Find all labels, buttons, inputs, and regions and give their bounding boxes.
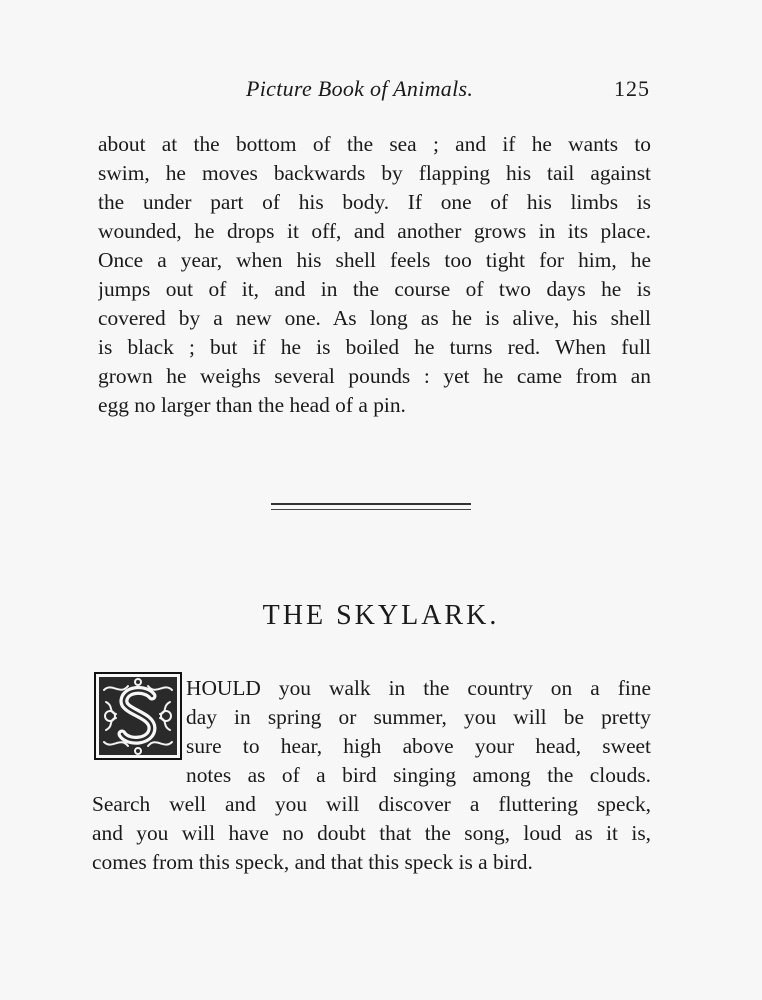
text-line: sure to hear, high above your head, sweet	[186, 734, 651, 758]
page-header	[0, 76, 762, 106]
text-line: Once a year, when his shell feels too tight for him, he	[98, 248, 651, 272]
text-line: and you will have no doubt that the song, loud as it is,	[92, 821, 651, 845]
decorated-initial-letter	[94, 672, 182, 760]
body-paragraph-skylark-continued	[92, 790, 651, 877]
text-line: wounded, he drops it off, and another grows in its place.	[98, 219, 651, 243]
text-line: jumps out of it, and in the course of two days he is	[98, 277, 651, 301]
body-paragraph-lobster	[98, 130, 651, 420]
body-paragraph-skylark-indented	[186, 674, 651, 790]
section-divider-top	[271, 503, 471, 505]
text-line: about at the bottom of the sea ; and if he wants to	[98, 132, 651, 156]
text-line: day in spring or summer, you will be pretty	[186, 705, 651, 729]
text-line: covered by a new one. As long as he is alive, his shell	[98, 306, 651, 330]
text-line: is black ; but if he is boiled he turns red. When full	[98, 335, 651, 359]
page-number: 125	[614, 76, 650, 101]
text-line: egg no larger than the head of a pin.	[98, 393, 406, 417]
text-line: the under part of his body. If one of his limbs is	[98, 190, 651, 214]
running-title: Picture Book of Animals.	[246, 76, 474, 101]
text-line: HOULD you walk in the country on a fine	[186, 676, 651, 700]
section-divider-bottom	[271, 509, 471, 510]
text-line: grown he weighs several pounds : yet he came from an	[98, 364, 651, 388]
section-heading: THE SKYLARK.	[262, 600, 500, 631]
text-line: notes as of a bird singing among the clouds.	[186, 763, 651, 787]
text-line: Search well and you will discover a fluttering speck,	[92, 792, 651, 816]
text-line: swim, he moves backwards by flapping his tail against	[98, 161, 651, 185]
text-line: comes from this speck, and that this speck is a bird.	[92, 850, 533, 874]
